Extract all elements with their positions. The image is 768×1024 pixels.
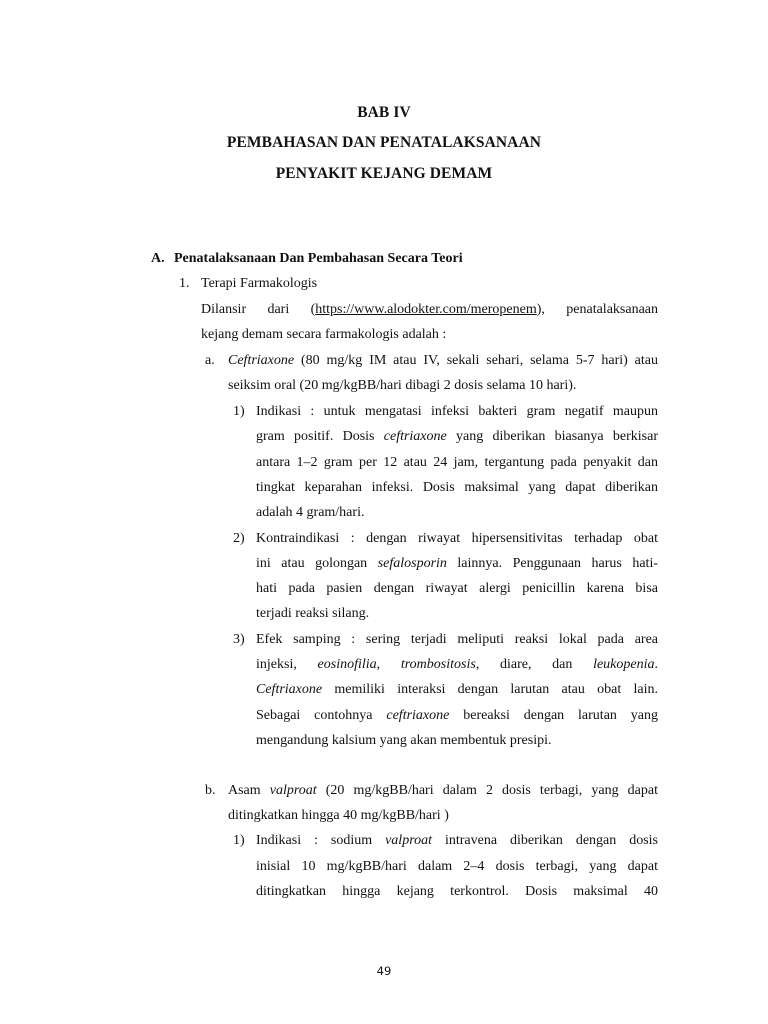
section-a-marker: A. bbox=[151, 251, 165, 266]
item-b-marker: b. bbox=[205, 783, 216, 798]
item-b-line-2: ditingkatkan hingga 40 mg/kgBB/hari ) bbox=[228, 808, 449, 823]
chapter-title-line-1: PEMBAHASAN DAN PENATALAKSANAAN bbox=[226, 134, 542, 151]
item-1-title: Terapi Farmakologis bbox=[201, 276, 318, 291]
item-a-sub2-marker: 2) bbox=[233, 531, 245, 546]
item-b-line-1: Asam valproat (20 mg/kgBB/hari dalam 2 dosis terbagi, yang dapat bbox=[228, 783, 658, 798]
item-a-sub1-marker: 1) bbox=[233, 404, 245, 419]
item-a-sub3-marker: 3) bbox=[233, 632, 245, 647]
item-b-sub1-line-3: ditingkatkan hingga kejang terkontrol. Dosis maksimal 40 bbox=[256, 884, 658, 899]
item-a-line-2: seiksim oral (20 mg/kgBB/hari dibagi 2 dosis selama 10 hari). bbox=[228, 378, 577, 393]
item-a-line-1: Ceftriaxone (80 mg/kg IM atau IV, sekali sehari, selama 5-7 hari) atau bbox=[228, 353, 658, 368]
item-a-sub2-line-3: hati pada pasien dengan riwayat alergi penicillin karena bisa bbox=[256, 581, 658, 596]
item-a-sub3-line-3: Ceftriaxone memiliki interaksi dengan larutan atau obat lain. bbox=[256, 682, 658, 697]
item-a-sub2-line-1: Kontraindikasi : dengan riwayat hipersensitivitas terhadap obat bbox=[256, 531, 658, 546]
item-a-sub1-line-5: adalah 4 gram/hari. bbox=[256, 505, 365, 520]
chapter-number: BAB IV bbox=[357, 104, 411, 121]
item-a-sub1-line-1: Indikasi : untuk mengatasi infeksi bakteri gram negatif maupun bbox=[256, 404, 658, 419]
item-1-intro-line-1: Dilansir dari (https://www.alodokter.com/meropenem), penatalaksanaan bbox=[201, 302, 658, 317]
item-1-marker: 1. bbox=[179, 276, 190, 291]
item-a-sub1-line-2: gram positif. Dosis ceftriaxone yang diberikan biasanya berkisar bbox=[256, 429, 658, 444]
section-a-heading: Penatalaksanaan Dan Pembahasan Secara Teori bbox=[174, 251, 463, 266]
item-a-sub2-line-2: ini atau golongan sefalosporin lainnya. Penggunaan harus hati- bbox=[256, 556, 659, 571]
chapter-title-line-2: PENYAKIT KEJANG DEMAM bbox=[275, 165, 493, 182]
item-1-intro-line-2: kejang demam secara farmakologis adalah : bbox=[201, 327, 447, 342]
item-b-sub1-line-1: Indikasi : sodium valproat intravena diberikan dengan dosis bbox=[256, 833, 658, 848]
item-a-sub3-line-5: mengandung kalsium yang akan membentuk presipi. bbox=[256, 733, 552, 748]
item-a-marker: a. bbox=[205, 353, 215, 368]
item-a-sub3-line-2: injeksi, eosinofilia, trombositosis, diare, dan leukopenia. bbox=[256, 657, 658, 672]
item-b-sub1-line-2: inisial 10 mg/kgBB/hari dalam 2–4 dosis terbagi, yang dapat bbox=[256, 859, 658, 874]
item-a-sub1-line-3: antara 1–2 gram per 12 atau 24 jam, tergantung pada penyakit dan bbox=[256, 455, 658, 470]
page-number: 49 bbox=[376, 964, 392, 978]
source-link[interactable]: https://www.alodokter.com/meropenem bbox=[315, 302, 537, 317]
item-b-sub1-marker: 1) bbox=[233, 833, 245, 848]
item-a-sub3-line-1: Efek samping : sering terjadi meliputi reaksi lokal pada area bbox=[256, 632, 658, 647]
item-a-sub3-line-4: Sebagai contohnya ceftriaxone bereaksi dengan larutan yang bbox=[256, 708, 658, 723]
item-a-sub1-line-4: tingkat keparahan infeksi. Dosis maksimal yang dapat diberikan bbox=[256, 480, 658, 495]
item-a-sub2-line-4: terjadi reaksi silang. bbox=[256, 606, 370, 621]
